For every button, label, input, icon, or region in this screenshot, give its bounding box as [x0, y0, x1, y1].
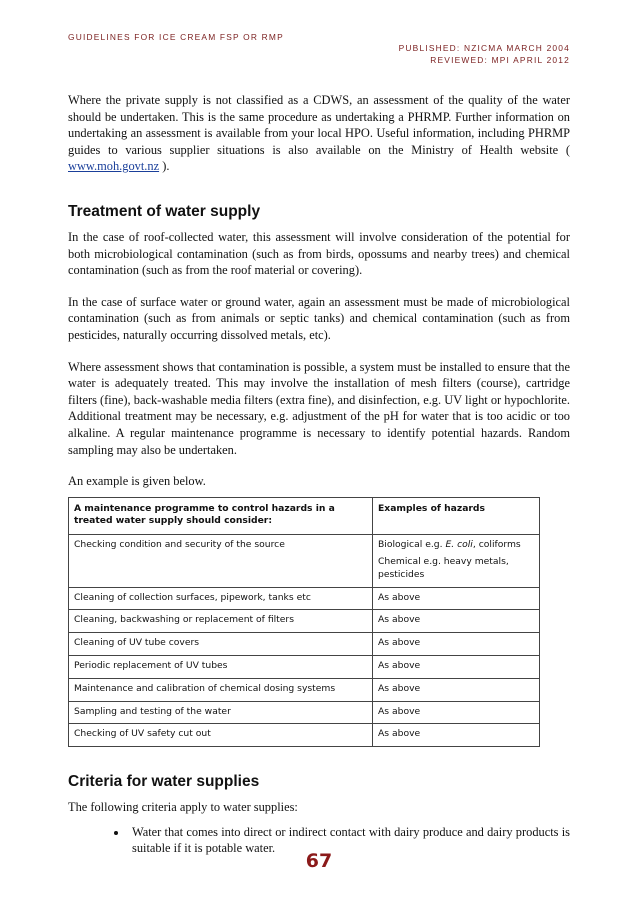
- treatment-paragraph-surface: In the case of surface water or ground water, again an assessment must be made of microbiological contamination (such as from animals or septic tanks) and chemical contamination (such as from pesticides, naturally occurring dissolved metals, etc).: [68, 294, 570, 342]
- table-row: [69, 535, 540, 587]
- task-cell: Cleaning, backwashing or replacement of filters: [69, 610, 373, 633]
- chemical-hazard: Chemical e.g. heavy metals, pesticides: [378, 556, 509, 580]
- table-row: [69, 656, 540, 679]
- hazard-cell: As above: [373, 587, 540, 610]
- task-cell: Maintenance and calibration of chemical dosing systems: [69, 678, 373, 701]
- bio-suffix: , coliforms: [472, 539, 521, 551]
- intro-text-end: ).: [159, 159, 170, 174]
- maintenance-table: [68, 497, 540, 748]
- hazard-cell: As above: [373, 656, 540, 679]
- table-row: [69, 633, 540, 656]
- table-body: [69, 535, 540, 747]
- moh-website-link[interactable]: www.moh.govt.nz: [68, 159, 160, 174]
- criteria-heading: Criteria for water supplies: [68, 773, 260, 791]
- column-header-hazards: Examples of hazards: [373, 497, 540, 535]
- task-cell: Checking condition and security of the source: [69, 535, 373, 587]
- task-cell: Sampling and testing of the water: [69, 701, 373, 724]
- hazard-cell: As above: [373, 610, 540, 633]
- bio-prefix: Biological e.g.: [378, 539, 446, 551]
- column-header-programme: A maintenance programme to control hazards in a treated water supply should consider:: [69, 497, 373, 535]
- table-row: [69, 724, 540, 747]
- published-line: PUBLISHED: NZICMA MARCH 2004: [398, 43, 570, 53]
- intro-paragraph: [68, 92, 570, 175]
- hazard-cell: As above: [373, 701, 540, 724]
- criteria-intro: The following criteria apply to water supplies:: [68, 800, 298, 815]
- page-content: [68, 92, 570, 857]
- table-row: [69, 701, 540, 724]
- table-row: [69, 610, 540, 633]
- biological-hazard: [378, 539, 534, 552]
- running-header-dates: [399, 42, 570, 66]
- example-intro: An example is given below.: [68, 474, 206, 489]
- treatment-paragraph-system: Where assessment shows that contamination is possible, a system must be installed to ensure that the water is adequately treated. This may involve the installation of mesh filters (course), cartridge filters (fine), back-washable media filters (extra fine), and disinfection, e.g. UV light or hypochlorite. Additional treatment may be necessary, e.g. adjustment of the pH for water that is too acidic or too alkaline. A regular maintenance programme is necessary to identify potential hazards. Random sampling may also be undertaken.: [68, 359, 570, 457]
- task-cell: Periodic replacement of UV tubes: [69, 656, 373, 679]
- task-cell: Cleaning of UV tube covers: [69, 633, 373, 656]
- page-number: 67: [305, 850, 333, 872]
- table-header-row: [69, 497, 540, 535]
- running-header-title: GUIDELINES FOR ICE CREAM FSP OR RMP: [68, 32, 284, 42]
- table-row: [69, 587, 540, 610]
- table-row: [69, 678, 540, 701]
- hazard-cell: As above: [373, 678, 540, 701]
- hazard-cell: As above: [373, 633, 540, 656]
- reviewed-line: REVIEWED: MPI APRIL 2012: [430, 55, 570, 65]
- treatment-heading: Treatment of water supply: [68, 202, 261, 220]
- task-cell: Checking of UV safety cut out: [69, 724, 373, 747]
- hazard-cell: As above: [373, 724, 540, 747]
- list-item: • Water that comes into direct or indirect contact with dairy produce and dairy products is suitable if it is potable water.: [128, 824, 570, 857]
- hazard-cell: [373, 535, 540, 587]
- treatment-paragraph-roof: In the case of roof-collected water, this assessment will involve consideration of the potential for both microbiological contamination (such as from birds, opossums and nearby trees) and chemical contamination (such as from the roof material or covering).: [68, 229, 570, 278]
- task-cell: Cleaning of collection surfaces, pipework, tanks etc: [69, 587, 373, 610]
- intro-text: Where the private supply is not classified as a CDWS, an assessment of the quality of the water should be undertaken. This is the same procedure as undertaking a PHRMP. Further information on undertaking an assessment is available from your local HPO. Useful information, including PHRMP guides to various supplier situations is also available on the Ministry of Health website (: [68, 93, 570, 157]
- ecoli-term: E. coli: [445, 539, 473, 551]
